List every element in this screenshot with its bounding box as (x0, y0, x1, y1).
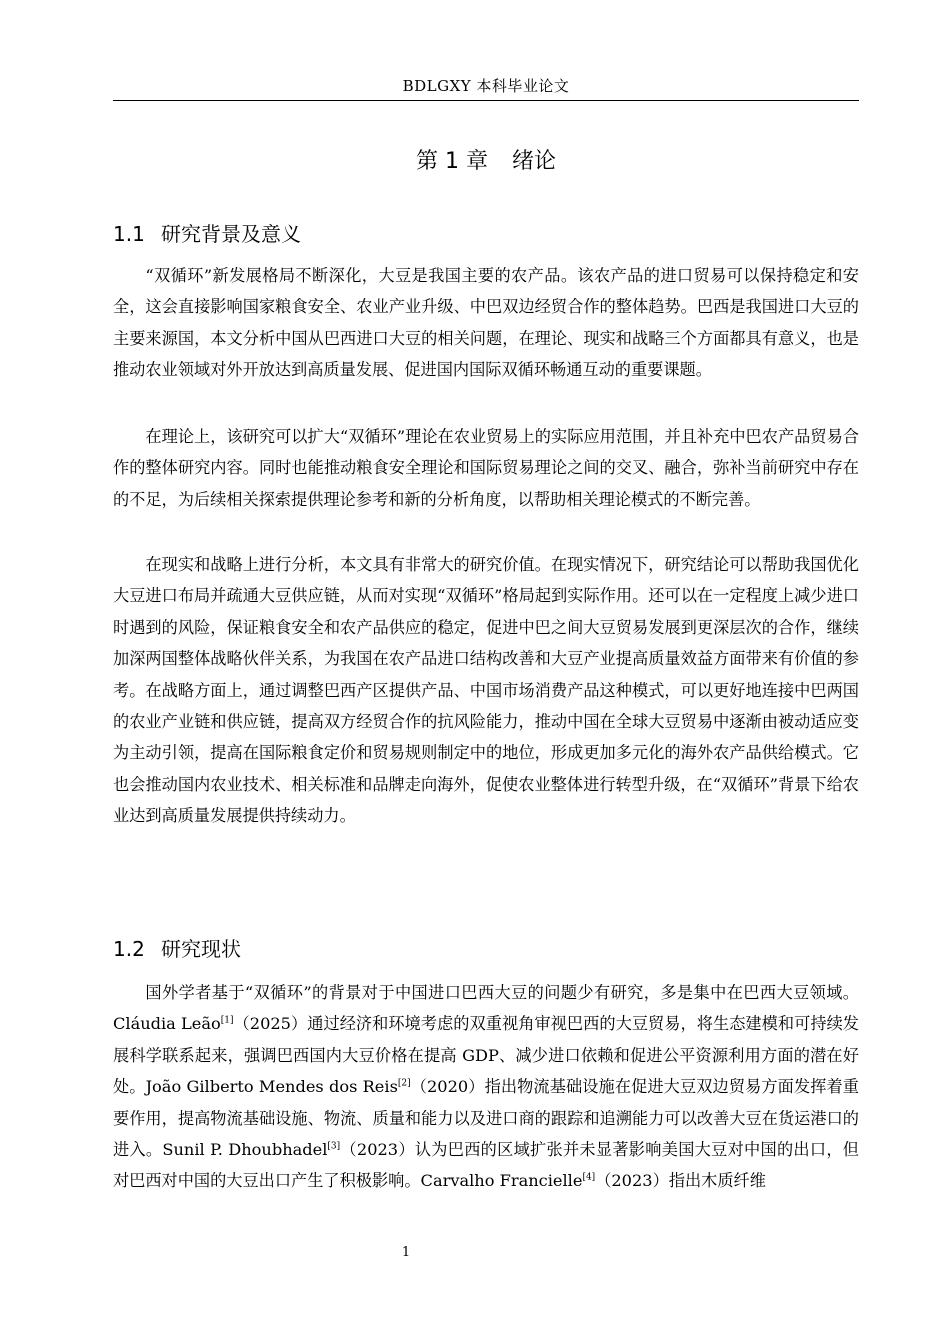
body-paragraph: “双循环”新发展格局不断深化，大豆是我国主要的农产品。该农产品的进口贸易可以保持稳定和安全，这会直接影响国家粮食安全、农业产业升级、中巴双边经贸合作的整体趋势。巴西是我国进口大豆的主要来源国，本文分析中国从巴西进口大豆的相关问题，在理论、现实和战略三个方面都具有意义，也是推动农业领域对外开放达到高质量发展、促进国内国际双循环畅通互动的重要课题。 (113, 266, 859, 380)
header-rule (113, 100, 859, 101)
citation-ref: [4] (582, 1173, 596, 1184)
section-heading-1-1 (113, 220, 301, 248)
section-title: 研究背景及意义 (161, 222, 301, 246)
section-number: 1.2 (113, 937, 145, 961)
body-paragraph: 在理论上，该研究可以扩大“双循环”理论在农业贸易上的实际应用范围，并且补充中巴农产品贸易合作的整体研究内容。同时也能推动粮食安全理论和国际贸易理论之间的交叉、融合，弥补当前研究中存在的不足，为后续相关探索提供理论参考和新的分析角度，以帮助相关理论模式的不断完善。 (113, 427, 859, 509)
body-paragraph: 在现实和战略上进行分析，本文具有非常大的研究价值。在现实情况下，研究结论可以帮助我国优化大豆进口布局并疏通大豆供应链，从而对实现“双循环”格局起到实际作用。还可以在一定程度上减少进口时遇到的风险，保证粮食安全和农产品供应的稳定，促进中巴之间大豆贸易发展到更深层次的合作，继续加深两国整体战略伙伴关系，为我国在农产品进口结构改善和大豆产业提高质量效益方面带来有价值的参考。在战略方面上，通过调整巴西产区提供产品、中国市场消费产品这种模式，可以更好地连接中巴两国的农业产业链和供应链，提高双方经贸合作的抗风险能力，推动中国在全球大豆贸易中逐渐由被动适应变为主动引领，提高在国际粮食定价和贸易规则制定中的地位，形成更加多元化的海外农产品供给模式。它也会推动国内农业技术、相关标准和品牌走向海外，促使农业整体进行转型升级，在“双循环”背景下给农业达到高质量发展提供持续动力。 (113, 555, 859, 826)
paragraph-text: （2023）指出木质纤维 (595, 1171, 766, 1191)
citation-ref: [2] (397, 1078, 411, 1089)
paragraph-text: 国外学者基于“双循环”的背景对于中国进口巴西大豆的问题少有研究，多是集中在巴西大豆领域。Cláudia Leão (113, 983, 859, 1034)
paragraph-text: （2025）通过经济和环境考虑的双重视角审视巴西的大豆贸易，将生态建模和可持续发展科学联系起来，强调巴西国内大豆价格在提高 GDP、减少进口依赖和促进公平资源利用方面的潜在好处。João Gilberto Mendes dos Reis (113, 1014, 859, 1097)
page-header: BDLGXY 本科毕业论文 (402, 77, 570, 95)
citation-ref: [1] (220, 1016, 234, 1027)
section-heading-1-2 (113, 935, 241, 963)
section-title: 研究现状 (161, 937, 241, 961)
chapter-heading (113, 146, 859, 178)
paragraph-text: （2023）认为巴西的区域扩张并未显著影响美国大豆对中国的出口，但对巴西对中国的大豆出口产生了积极影响。Carvalho Francielle (113, 1140, 859, 1191)
chapter-title: 绪论 (511, 149, 556, 174)
citation-ref: [3] (327, 1141, 341, 1152)
paragraph-text: （2020）指出物流基础设施在促进大豆双边贸易方面发挥着重要作用，提高物流基础设施、物流、质量和能力以及进口商的跟踪和追溯能力可以改善大豆在货运港口的进入。Sunil P. Dhoubhadel (113, 1077, 859, 1160)
chapter-number: 第 1 章 (416, 149, 488, 174)
page-number: 1 (401, 1245, 411, 1260)
body-paragraph (113, 977, 859, 1197)
section-number: 1.1 (113, 222, 145, 246)
